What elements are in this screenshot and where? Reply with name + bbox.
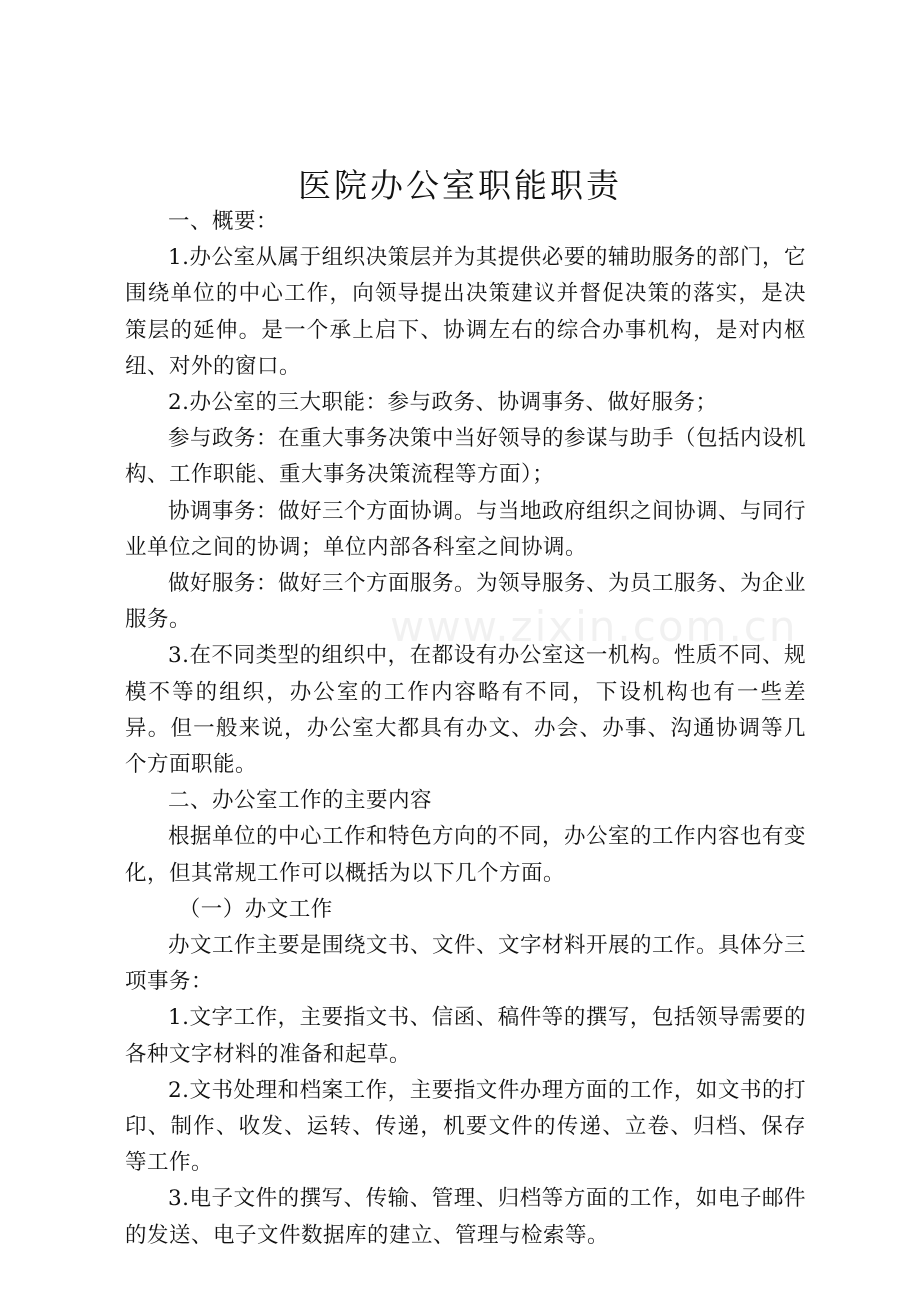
- paragraph-document-work-3: 3.电子文件的撰写、传输、管理、归档等方面的工作，如电子邮件的发送、电子文件数据库的建立、管理与检索等。: [125, 1186, 806, 1248]
- paragraph-overview-1: 1.办公室从属于组织决策层并为其提供必要的辅助服务的部门，它围绕单位的中心工作，向领导提出决策建议并督促决策的落实，是决策层的延伸。是一个承上启下、协调左右的综合办事机构，是对内枢纽、对外的窗口。: [125, 245, 806, 379]
- document-title: 医院办公室职能职责: [298, 166, 622, 205]
- section-heading-main-content: 二、办公室工作的主要内容: [168, 788, 433, 814]
- paragraph-coordinate-affairs: 协调事务：做好三个方面协调。与当地政府组织之间协调、与同行业单位之间的协调；单位内部各科室之间协调。: [125, 498, 807, 560]
- paragraph-document-work-1: 1.文字工作，主要指文书、信函、稿件等的撰写，包括领导需要的各种文字材料的准备和起草。: [125, 1005, 806, 1067]
- watermark: www.zixin.com.cn: [390, 602, 798, 651]
- paragraph-overview-3: 3.在不同类型的组织中，在都设有办公室这一机构。性质不同、规模不等的组织，办公室的工作内容略有不同，下设机构也有一些差异。但一般来说，办公室大都具有办文、办会、办事、沟通协调等几个方面职能。: [125, 643, 806, 778]
- paragraph-main-content-intro: 根据单位的中心工作和特色方向的不同，办公室的工作内容也有变化，但其常规工作可以概括为以下几个方面。: [125, 824, 807, 886]
- paragraph-document-work-2: 2.文书处理和档案工作，主要指文件办理方面的工作，如文书的打印、制作、收发、运转、传递，机要文件的传递、立卷、归档、保存等工作。: [125, 1077, 806, 1176]
- paragraph-good-service: 做好服务：做好三个方面服务。为领导服务、为员工服务、为企业服务。: [125, 571, 807, 633]
- subsection-heading-document-work: （一）办文工作: [178, 896, 333, 922]
- document-body: [125, 204, 806, 1254]
- paragraph-document-work-intro: 办文工作主要是围绕文书、文件、文字材料开展的工作。具体分三项事务：: [125, 933, 807, 995]
- paragraph-overview-2: 2.办公室的三大职能：参与政务、协调事务、做好服务；: [168, 390, 718, 416]
- paragraph-participate-politics: 参与政务：在重大事务决策中当好领导的参谋与助手（包括内设机构、工作职能、重大事务决策流程等方面）；: [125, 426, 807, 488]
- section-heading-overview: 一、概要：: [168, 209, 279, 234]
